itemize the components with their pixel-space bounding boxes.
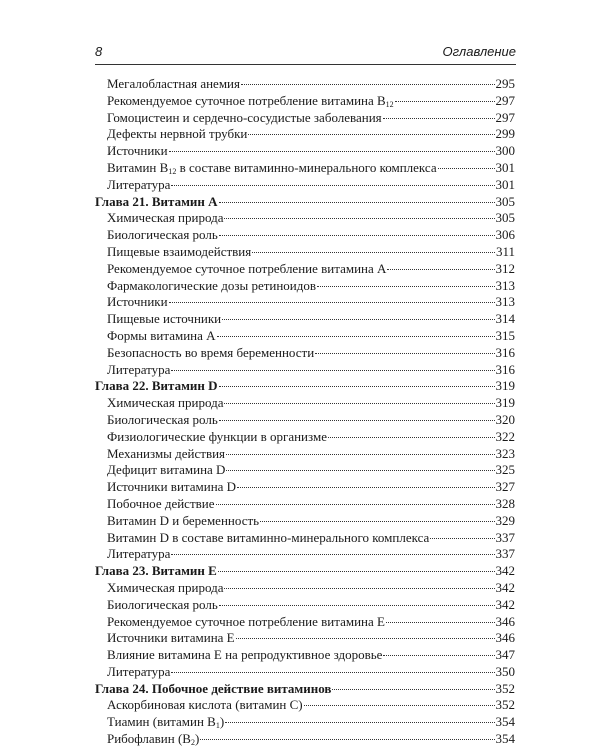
toc-title-text: Литература [107, 361, 171, 377]
toc-entry-row [95, 614, 515, 631]
toc-page-number: 347 [495, 647, 515, 663]
toc-page-number: 297 [495, 92, 515, 108]
dot-leader [383, 655, 494, 656]
toc-title-subscript: 12 [385, 99, 394, 109]
toc-title-subscript: 12 [168, 166, 177, 176]
dot-leader [217, 336, 495, 337]
toc-title-text: Фармакологические дозы ретиноидов [107, 277, 317, 293]
toc-title-text: Источники витамина E [107, 630, 235, 646]
toc-entry-row [95, 261, 515, 278]
dot-leader [171, 554, 494, 555]
toc-page-number: 342 [495, 579, 515, 595]
toc-entry-row [95, 731, 515, 748]
toc-entry-row [95, 227, 515, 244]
toc-entry-row [95, 76, 515, 93]
toc-entry-row [95, 697, 515, 714]
toc-chapter-row [95, 681, 515, 698]
toc-title [107, 227, 218, 244]
dot-leader [226, 470, 494, 471]
toc-title [107, 446, 225, 463]
toc-page-number: 305 [495, 193, 515, 209]
toc-page-number: 306 [495, 227, 515, 243]
toc-entry-row [95, 412, 515, 429]
toc-entry-row [95, 395, 515, 412]
toc-entry-row [95, 110, 515, 127]
toc-entry-row [95, 513, 515, 530]
toc-title [107, 530, 429, 547]
dot-leader [169, 151, 495, 152]
toc-title [107, 362, 170, 379]
toc-page-number: 337 [495, 546, 515, 562]
toc-entry-row [95, 311, 515, 328]
toc-title [107, 412, 218, 429]
toc-title [107, 160, 437, 177]
dot-leader [169, 302, 495, 303]
dot-leader [216, 504, 495, 505]
dot-leader [226, 454, 494, 455]
toc-title-text: Химическая природа [107, 395, 224, 411]
dot-leader [219, 235, 495, 236]
toc-page-number: 328 [495, 495, 515, 511]
toc-chapter-row [95, 563, 515, 580]
toc-page-number: 316 [495, 361, 515, 377]
toc-title [107, 177, 170, 194]
toc-title [107, 580, 223, 597]
toc-title [107, 731, 199, 748]
dot-leader [386, 622, 495, 623]
toc-title-text: Химическая природа [107, 579, 224, 595]
toc-page-number: 316 [495, 344, 515, 360]
dot-leader [219, 420, 495, 421]
toc-page-number: 299 [495, 126, 515, 142]
toc-entry-row [95, 345, 515, 362]
toc-title [107, 614, 385, 631]
dot-leader [304, 705, 495, 706]
toc-title [107, 244, 251, 261]
toc-title [107, 714, 224, 731]
toc-chapter-row [95, 194, 515, 211]
dot-leader [224, 588, 494, 589]
toc-title-text: Рибофлавин (B [107, 731, 191, 747]
toc-page-number: 297 [495, 109, 515, 125]
dot-leader [222, 319, 494, 320]
toc-entry-row [95, 160, 515, 177]
toc-page-number: 322 [495, 428, 515, 444]
toc-page-number: 346 [495, 630, 515, 646]
toc-page-number: 329 [495, 512, 515, 528]
toc-page-number: 342 [495, 563, 515, 579]
toc-title-text: Пищевые взаимодействия [107, 243, 252, 259]
toc-title [107, 462, 225, 479]
toc-entry-row [95, 126, 515, 143]
toc-entry-row [95, 630, 515, 647]
page-number: 8 [95, 44, 103, 59]
toc-title [107, 110, 382, 127]
toc-title [95, 378, 218, 395]
toc-title [107, 479, 236, 496]
toc-page-number: 354 [495, 714, 515, 730]
toc-entry-row [95, 244, 515, 261]
running-header [95, 44, 516, 65]
dot-leader [225, 722, 494, 723]
toc-title-text: Рекомендуемое суточное потребление витамина E [107, 613, 385, 629]
toc-title [107, 93, 394, 110]
toc-title [107, 697, 303, 714]
dot-leader [248, 134, 494, 135]
dot-leader [438, 168, 495, 169]
dot-leader [218, 571, 495, 572]
toc-title-text: Пищевые источники [107, 311, 222, 327]
toc-entry-row [95, 530, 515, 547]
toc-title-text: Биологическая роль [107, 596, 218, 612]
toc-page-number: 323 [495, 445, 515, 461]
dot-leader [219, 386, 495, 387]
toc-title-text: Физиологические функции в организме [107, 428, 327, 444]
toc-entry-row [95, 597, 515, 614]
toc-page-number: 305 [495, 210, 515, 226]
toc-entry-row [95, 210, 515, 227]
toc-title-text: Химическая природа [107, 210, 224, 226]
toc-title [107, 647, 382, 664]
toc-entry-row [95, 294, 515, 311]
toc-title-text: Дефекты нервной трубки [107, 126, 248, 142]
dot-leader [236, 638, 495, 639]
toc-title [95, 194, 218, 211]
toc-page-number: 327 [495, 479, 515, 495]
dot-leader [395, 101, 495, 102]
toc-page-number: 313 [495, 277, 515, 293]
dot-leader [171, 370, 494, 371]
dot-leader [328, 437, 495, 438]
toc-page-number: 301 [495, 176, 515, 192]
dot-leader [260, 521, 494, 522]
dot-leader [224, 218, 494, 219]
dot-leader [219, 202, 495, 203]
toc-entry-row [95, 546, 515, 563]
toc-title-text: Источники [107, 294, 168, 310]
toc-title-text: Витамин D и беременность [107, 512, 260, 528]
toc-page-number: 342 [495, 596, 515, 612]
toc-title [107, 597, 218, 614]
toc-title-text: Литература [107, 663, 171, 679]
toc-title-text: Литература [107, 176, 171, 192]
toc-title [107, 345, 314, 362]
toc-page-number: 312 [495, 260, 515, 276]
toc-entry-row [95, 462, 515, 479]
dot-leader [171, 185, 494, 186]
toc-title [107, 664, 170, 681]
toc-page-number: 311 [495, 243, 515, 259]
dot-leader [224, 403, 494, 404]
toc-page-number: 352 [495, 680, 515, 696]
toc-title-text: Дефицит витамина D [107, 462, 226, 478]
toc-title-text: Источники [107, 143, 168, 159]
toc-title-subscript: 1 [215, 721, 220, 731]
toc-title [107, 546, 170, 563]
toc-title [107, 513, 259, 530]
toc-title-text: Глава 22. Витамин D [95, 378, 218, 394]
toc-title-text: Глава 24. Побочное действие витаминов [95, 680, 332, 696]
dot-leader [383, 118, 495, 119]
dot-leader [252, 252, 495, 253]
toc-title-text: Биологическая роль [107, 411, 218, 427]
toc-entry-row [95, 664, 515, 681]
toc-entry-row [95, 143, 515, 160]
dot-leader [171, 672, 494, 673]
toc-title-text: Мегалобластная анемия [107, 76, 240, 91]
toc-entry-row [95, 647, 515, 664]
toc-title-text: Биологическая роль [107, 227, 218, 243]
toc-page-number: 350 [495, 663, 515, 679]
toc-title-text-after: в составе витаминно-минерального комплекса [176, 159, 437, 175]
toc-page-number: 346 [495, 613, 515, 629]
toc-entry-row [95, 496, 515, 513]
toc-page-number: 325 [495, 462, 515, 478]
toc-entry-row [95, 278, 515, 295]
toc-chapter-row [95, 378, 515, 395]
dot-leader [317, 286, 494, 287]
toc-title [107, 126, 247, 143]
toc-page-number: 337 [495, 529, 515, 545]
toc-title-text-after: ) [194, 731, 200, 747]
toc-page-number: 320 [495, 411, 515, 427]
toc-title-subscript: 2 [190, 738, 195, 748]
dot-leader [219, 605, 495, 606]
toc-title [107, 328, 216, 345]
toc-title-text: Аскорбиновая кислота (витамин C) [107, 697, 303, 713]
toc-title [107, 210, 223, 227]
dot-leader [241, 84, 495, 85]
toc-page-number: 319 [495, 395, 515, 411]
toc-title-text: Витамин D в составе витаминно-минерального комплекса [107, 529, 430, 545]
toc-title-text: Литература [107, 546, 171, 562]
toc-entry-row [95, 328, 515, 345]
toc-page-number: 295 [495, 76, 515, 91]
toc-entry-row [95, 714, 515, 731]
dot-leader [315, 353, 494, 354]
toc-title-text: Механизмы действия [107, 445, 226, 461]
toc-page-number: 352 [495, 697, 515, 713]
toc-title-text: Побочное действие [107, 495, 215, 511]
dot-leader [430, 538, 494, 539]
toc-title-text: Источники витамина D [107, 479, 237, 495]
toc-title [107, 294, 168, 311]
toc-page-number: 354 [495, 731, 515, 747]
toc-title-text: Рекомендуемое суточное потребление витамина A [107, 260, 387, 276]
toc-title-text-after: ) [219, 714, 225, 730]
toc-title-text: Формы витамина A [107, 327, 216, 343]
toc-title-text: Глава 23. Витамин E [95, 563, 217, 579]
running-title: Оглавление [442, 44, 516, 59]
toc-entry-row [95, 479, 515, 496]
dot-leader [237, 487, 494, 488]
toc-title [107, 261, 386, 278]
toc-page-number: 314 [495, 311, 515, 327]
toc-title-text: Глава 21. Витамин A [95, 193, 218, 209]
toc-title [107, 496, 215, 513]
toc-title [107, 630, 235, 647]
toc-title-text: Влияние витамина E на репродуктивное здоровье [107, 647, 383, 663]
toc-title [107, 429, 327, 446]
toc-page-number: 315 [495, 327, 515, 343]
dot-leader [200, 739, 494, 740]
toc-entry-row [95, 177, 515, 194]
dot-leader [387, 269, 494, 270]
toc-entry-row [95, 93, 515, 110]
toc-title [107, 143, 168, 160]
toc-title-text: Тиамин (витамин B [107, 714, 216, 730]
table-of-contents [95, 76, 515, 748]
toc-title [95, 563, 217, 580]
toc-page-number: 319 [495, 378, 515, 394]
toc-page-number: 301 [495, 159, 515, 175]
toc-title-text: Гомоцистеин и сердечно-сосудистые заболевания [107, 109, 382, 125]
toc-title [107, 278, 316, 295]
toc-title [95, 681, 331, 698]
toc-title [107, 76, 240, 93]
toc-page-number: 313 [495, 294, 515, 310]
toc-title-text: Витамин B [107, 159, 169, 175]
dot-leader [332, 689, 494, 690]
toc-title-text: Рекомендуемое суточное потребление витамина B [107, 92, 386, 108]
toc-entry-row [95, 362, 515, 379]
toc-title [107, 311, 221, 328]
toc-title-text: Безопасность во время беременности [107, 344, 315, 360]
toc-page-number: 300 [495, 143, 515, 159]
toc-entry-row [95, 446, 515, 463]
toc-entry-row [95, 580, 515, 597]
toc-title [107, 395, 223, 412]
toc-entry-row [95, 429, 515, 446]
